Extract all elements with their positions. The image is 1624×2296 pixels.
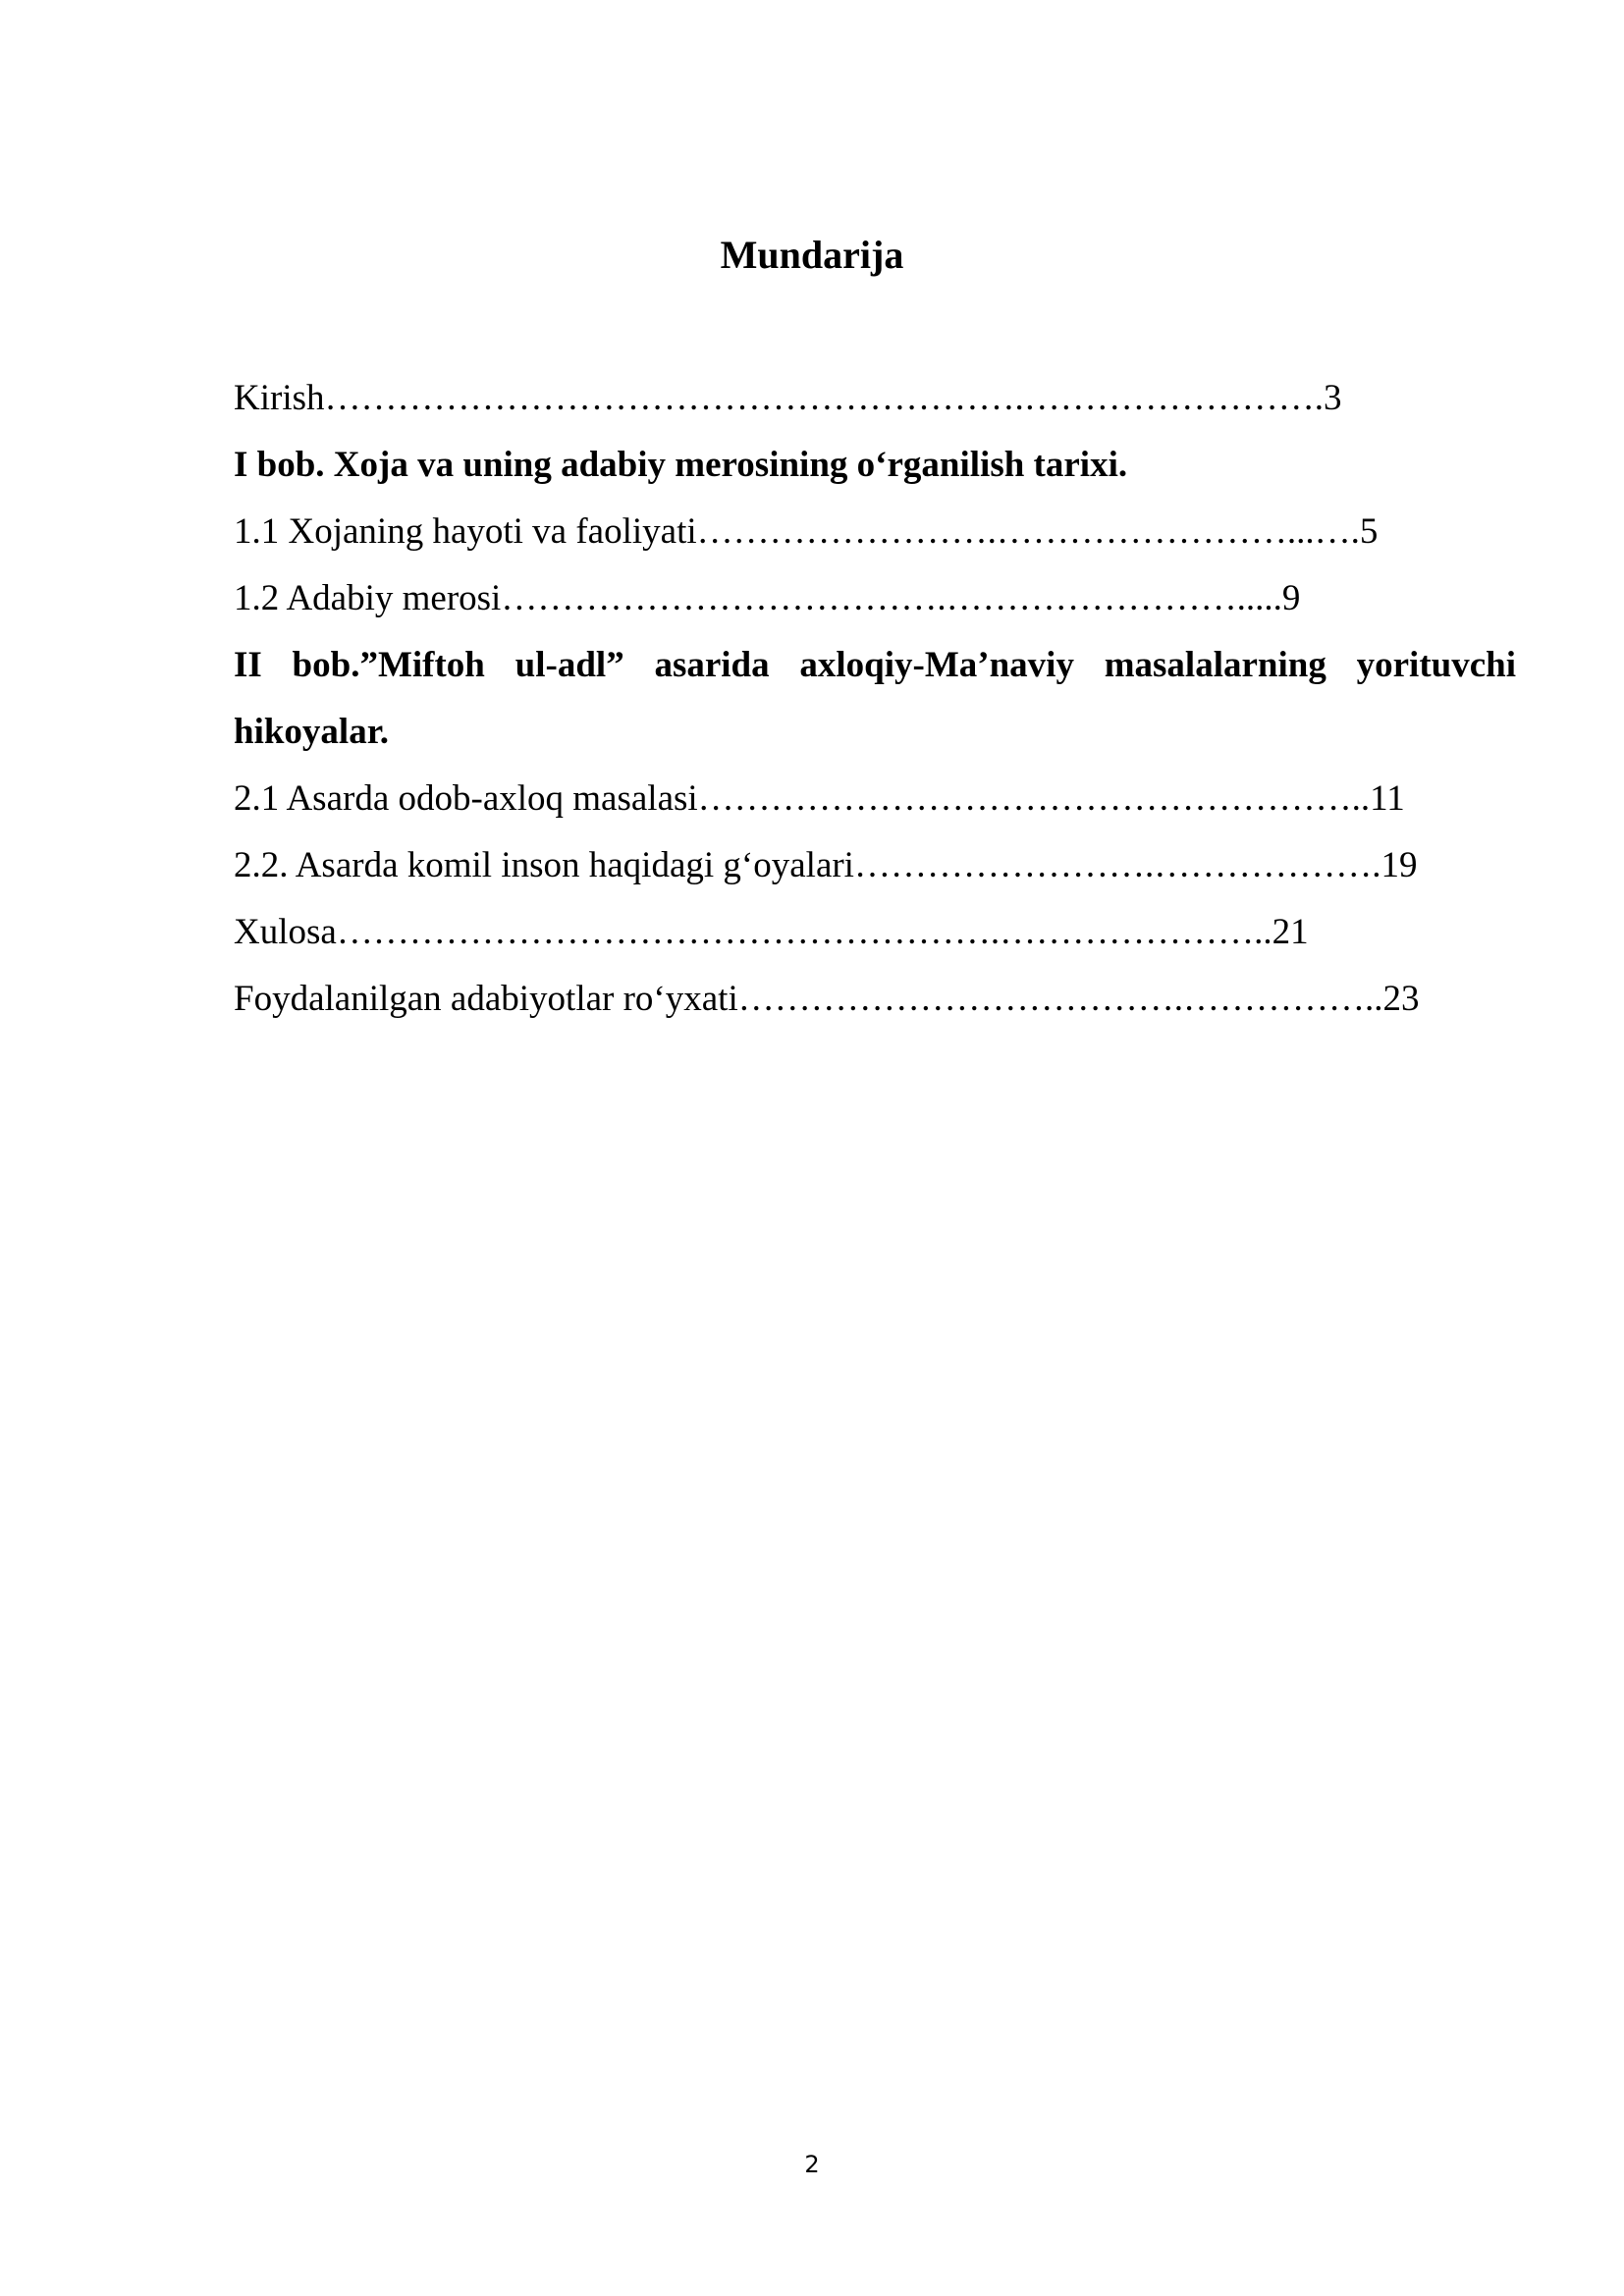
- toc-entry-1-2[interactable]: 1.2 Adabiy merosi……………………………….…………………….....9: [234, 578, 1301, 618]
- table-of-contents: [234, 365, 1516, 1033]
- toc-chapter-2-heading[interactable]: [234, 632, 1516, 766]
- toc-entry-2-2[interactable]: 2.2. Asarda komil inson haqidagi g‘oyalari…………………….……………….19: [234, 845, 1418, 885]
- page-title: Mundarija: [720, 233, 904, 277]
- page-number: 2: [804, 2151, 820, 2178]
- toc-entry-2-1[interactable]: 2.1 Asarda odob-axloq masalasi………………………………………………..11: [234, 778, 1405, 819]
- toc-chapter-2-heading-line-1: II bob.”Miftoh ul-adl” asarida axloqiy-Ma’naviy masalalarning yorituvchi: [234, 645, 1516, 685]
- toc-chapter-2-heading-line-2: hikoyalar.: [234, 712, 389, 752]
- toc-entry-1-1[interactable]: 1.1 Xojaning hayoti va faoliyati…………………….……………………...….5: [234, 511, 1379, 552]
- toc-chapter-1-heading[interactable]: I bob. Xoja va uning adabiy merosining o‘rganilish tarixi.: [234, 445, 1128, 485]
- toc-entry-kirish[interactable]: Kirish………………………………………………….…………………….3: [234, 378, 1342, 418]
- toc-entry-xulosa[interactable]: Xulosa……………………………………………….…………………..21: [234, 912, 1309, 952]
- toc-entry-adabiyotlar[interactable]: Foydalanilgan adabiyotlar ro‘yxati……………………………….……………..23: [234, 979, 1420, 1019]
